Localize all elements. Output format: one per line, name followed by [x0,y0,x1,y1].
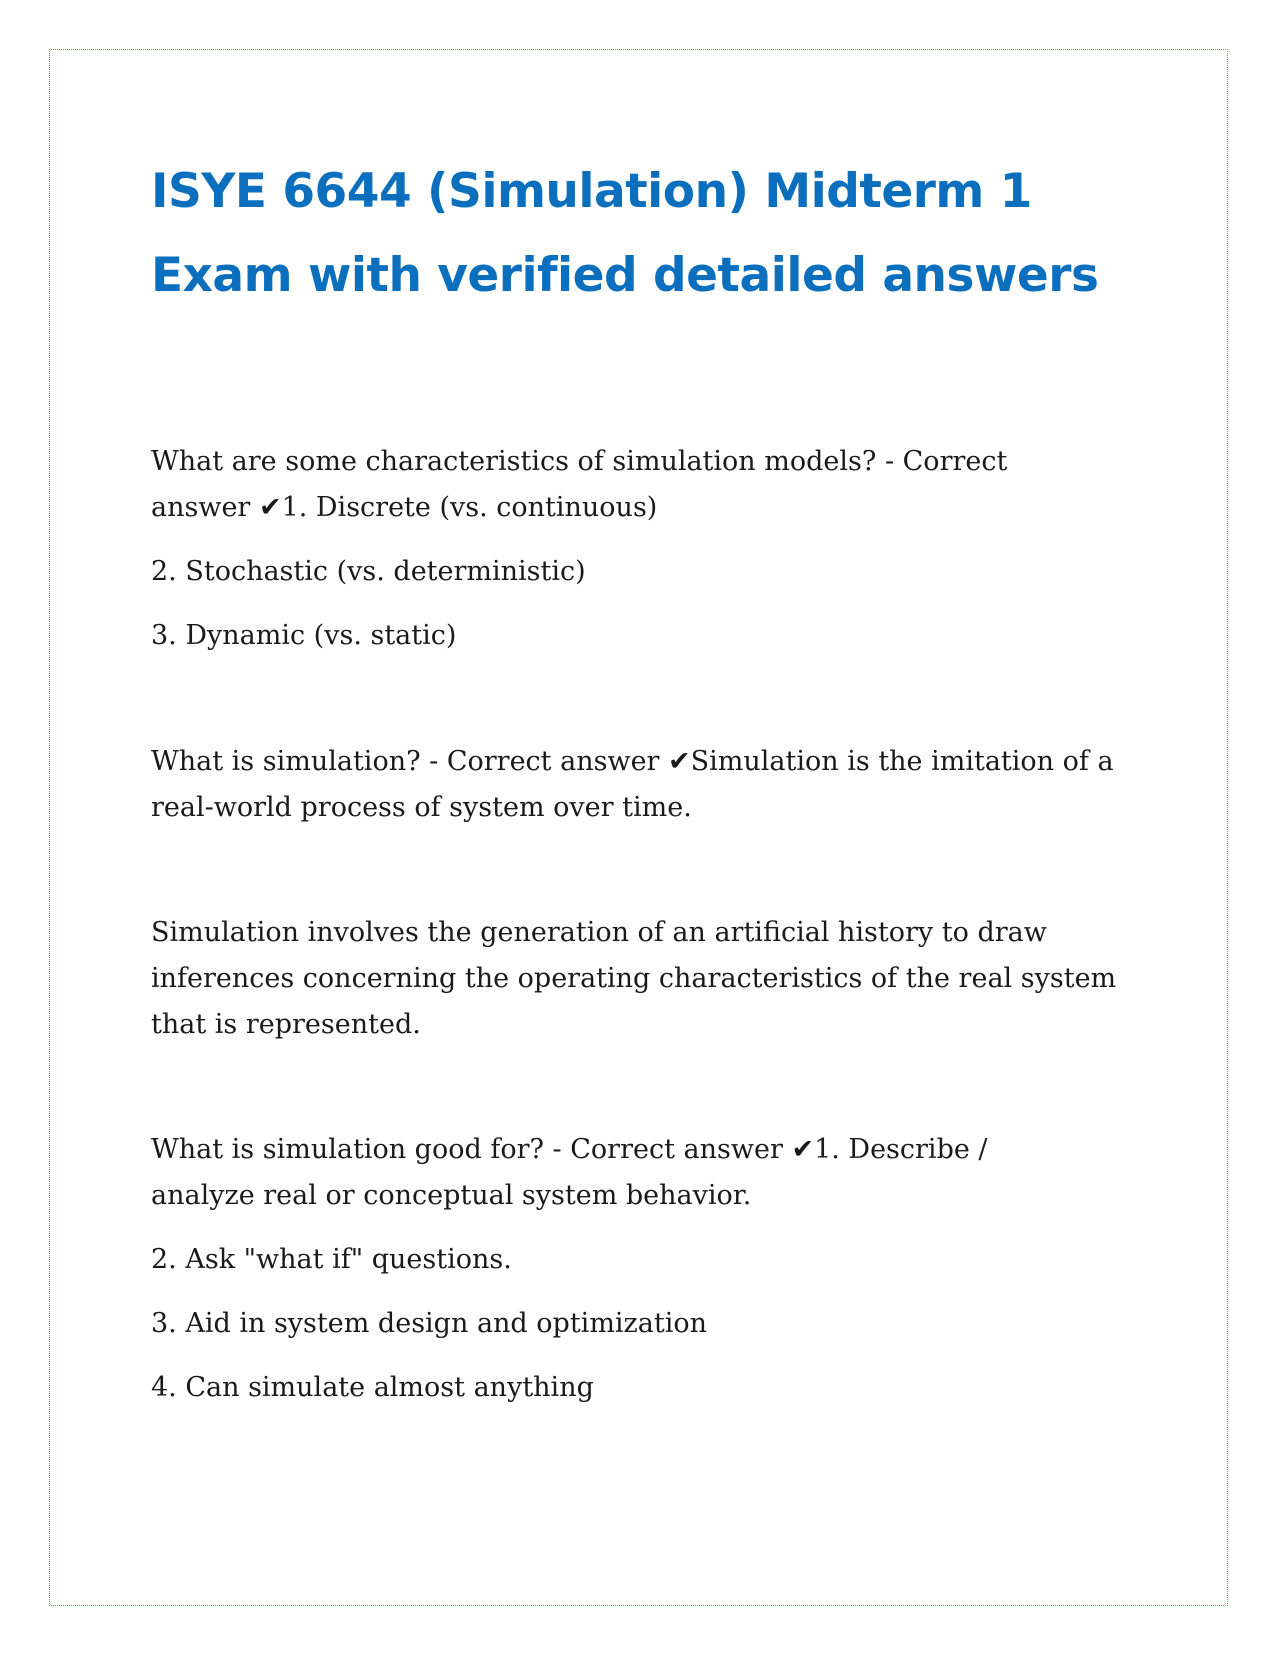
answer-line: 4. Can simulate almost anything [151,1372,594,1403]
answer: Simulation is the imitation of a real-world process of system over time. [151,746,1114,823]
answer: 1. Describe / analyze real or conceptual system behavior. [151,1134,988,1211]
answer-line: 2. Stochastic (vs. deterministic) [151,556,586,587]
question-text [151,439,1056,531]
document-content [151,150,1131,1411]
title-line-1: ISYE 6644 (Simulation) Midterm 1 [151,164,1032,219]
answer: 1. Discrete (vs. continuous) [281,492,658,523]
check-icon: ✔ [791,1134,815,1165]
question: What are some characteristics of simulation models? - Correct answer [151,446,1008,523]
qa-item [151,739,1131,1048]
title-line-2: Exam with verified detailed answers [151,248,1099,303]
question: What is simulation good for? - Correct answer [151,1134,783,1165]
question-text [151,739,1131,831]
check-icon: ✔ [258,492,282,523]
answer-line: 2. Ask "what if" questions. [151,1244,512,1275]
answer-paragraph: Simulation involves the generation of an artificial history to draw inferences concerning the operating characteristics of the real system that is represented. [151,917,1117,1040]
check-icon: ✔ [668,746,691,777]
answer-line: 3. Aid in system design and optimization [151,1308,708,1339]
question: What is simulation? - Correct answer [151,746,660,777]
qa-item [151,439,1131,659]
answer-line: 3. Dynamic (vs. static) [151,620,457,651]
question-text [151,1127,1086,1219]
document-title [151,150,1131,318]
qa-item [151,1127,1131,1411]
